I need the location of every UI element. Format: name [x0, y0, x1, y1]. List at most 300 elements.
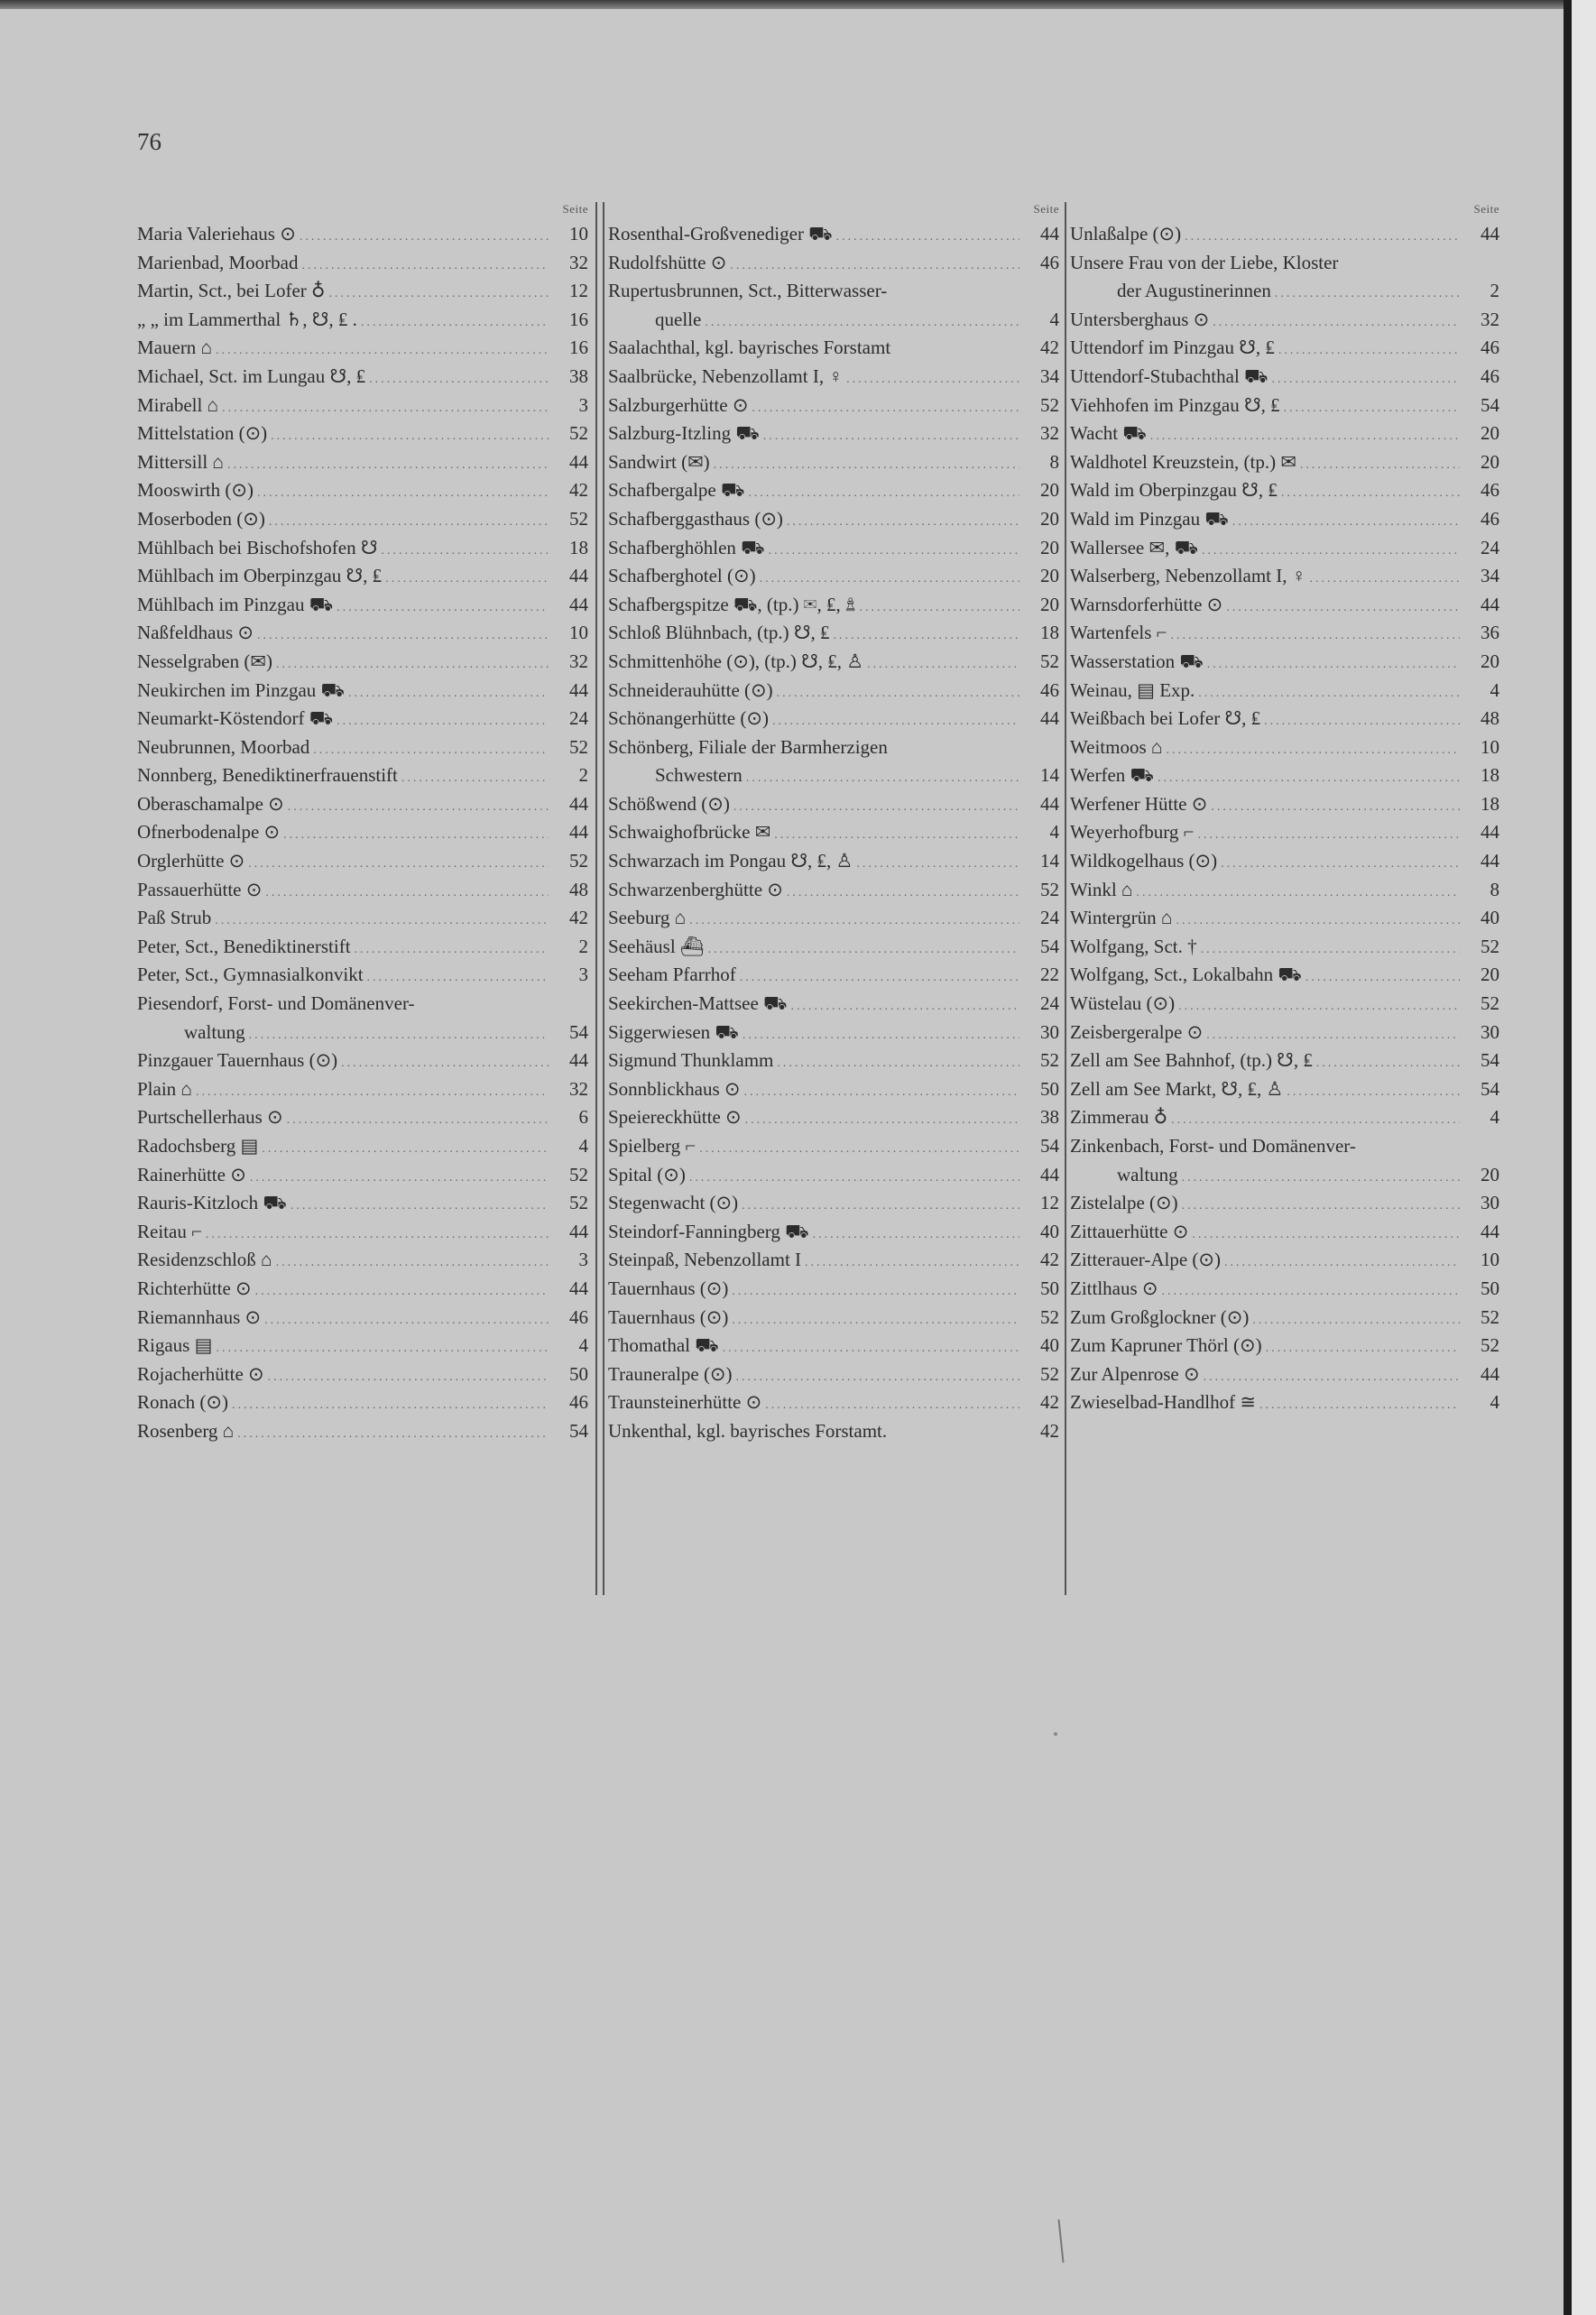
entry-page-number: 10: [569, 223, 588, 244]
dot-leader: [1185, 223, 1460, 252]
dot-leader: [1198, 679, 1460, 708]
dot-leader: [1201, 936, 1460, 964]
index-page: [0, 9, 1564, 2315]
dot-leader: [730, 252, 1019, 281]
index-entry: [1070, 1103, 1499, 1132]
index-entry: [1070, 476, 1499, 505]
dot-leader: [348, 679, 549, 708]
index-entry: [1070, 1019, 1499, 1047]
dot-leader: [1259, 1391, 1460, 1420]
dot-leader: [401, 764, 549, 793]
entry-name: Unkenthal, kgl. bayrisches Forstamt.: [608, 1419, 888, 1442]
entry-name: Werfen ⛟: [1070, 764, 1154, 787]
dot-leader: [1162, 1277, 1460, 1306]
entry-page-number: 44: [1481, 1220, 1499, 1242]
entry-name: Zitterauer-Alpe (⊙): [1070, 1249, 1222, 1271]
dot-leader: [227, 451, 549, 480]
entry-page-number: 18: [1481, 792, 1499, 815]
index-entry: [608, 562, 1059, 591]
entry-page-number: 40: [1481, 907, 1499, 929]
entry-name: Sigmund Thunklamm: [608, 1049, 774, 1072]
dot-leader: [1264, 707, 1460, 736]
dot-leader: [300, 223, 549, 252]
entry-name: Walserberg, Nebenzollamt I, ♀: [1070, 565, 1306, 587]
entry-name: Spital (⊙): [608, 1163, 686, 1185]
index-entry: [1070, 591, 1499, 620]
entry-list: [1070, 220, 1499, 1417]
index-entry: [1070, 648, 1499, 677]
entry-page-number: 42: [1040, 1391, 1059, 1414]
entry-page-number: 32: [1040, 422, 1059, 445]
dot-leader: [1287, 1078, 1460, 1107]
entry-name: Moserboden (⊙): [137, 507, 265, 530]
dot-leader: [813, 1221, 1019, 1250]
entry-page-number: 50: [1481, 1277, 1499, 1299]
entry-name: Weinau, ▤ Exp.: [1070, 678, 1195, 701]
index-entry: [1070, 220, 1499, 249]
entry-page-number: 20: [1481, 964, 1499, 986]
dot-leader: [287, 1106, 549, 1135]
entry-name: Stegenwacht (⊙): [608, 1192, 739, 1214]
entry-name: Nesselgraben (✉): [137, 650, 272, 672]
entry-page-number: 4: [578, 1135, 588, 1157]
entry-name: Maria Valeriehaus ⊙: [137, 223, 296, 244]
entry-name: Spielberg ⌐: [608, 1135, 697, 1157]
entry-name: Zwieselbad-Handlhof ≅: [1070, 1391, 1256, 1414]
entry-page-number: 18: [1481, 764, 1499, 787]
index-entry: [137, 249, 588, 278]
entry-page-number: 30: [1481, 1020, 1499, 1043]
dot-leader: [1281, 479, 1460, 508]
entry-name: Waldhotel Kreuzstein, (tp.) ✉: [1070, 450, 1296, 473]
entry-name: Schafbergspitze ⛟, (tp.) ✉, ₤, ♙: [608, 593, 856, 615]
entry-page-number: 52: [1040, 1362, 1059, 1385]
dot-leader: [772, 707, 1019, 736]
index-entry: [608, 1189, 1059, 1218]
entry-name: Trauneralpe (⊙): [608, 1362, 733, 1385]
scan-stroke: [1057, 2219, 1064, 2263]
dot-leader: [1137, 879, 1460, 908]
entry-page-number: 4: [1490, 1391, 1499, 1414]
dot-leader: [1204, 1363, 1460, 1392]
entry-name: Seehäusl ⛴: [608, 935, 705, 957]
index-entry: [1070, 1189, 1499, 1218]
index-entry: [608, 790, 1059, 819]
dot-leader: [250, 1164, 549, 1193]
index-entry: [608, 1047, 1059, 1075]
index-entry: [1070, 1332, 1499, 1360]
dot-leader: [1202, 537, 1460, 566]
index-entry: [137, 1332, 588, 1360]
entry-page-number: 2: [578, 935, 588, 957]
entry-page-number: 52: [569, 507, 588, 530]
dot-leader: [206, 1221, 549, 1250]
entry-name: Traunsteinerhütte ⊙: [608, 1391, 762, 1414]
entry-page-number: 46: [1481, 337, 1499, 359]
entry-page-number: 20: [1040, 507, 1059, 530]
dot-leader: [1182, 1192, 1460, 1221]
entry-page-number: 20: [1481, 650, 1499, 672]
dot-leader: [1176, 907, 1460, 936]
dot-leader: [787, 879, 1019, 908]
dot-leader: [367, 964, 549, 992]
entry-name: Speiereckhütte ⊙: [608, 1106, 742, 1129]
index-entry: [608, 1161, 1059, 1190]
index-entry: [608, 990, 1059, 1019]
entry-name: Rauris-Kitzloch ⛟: [137, 1192, 287, 1214]
dot-leader: [216, 1334, 549, 1363]
index-entry: [1070, 249, 1499, 278]
dot-leader: [1305, 964, 1460, 992]
entry-name: Zell am See Bahnhof, (tp.) ☋, ₤: [1070, 1049, 1313, 1072]
entry-page-number: 4: [578, 1334, 588, 1357]
entry-page-number: 44: [1481, 223, 1499, 244]
entry-page-number: 20: [1481, 1163, 1499, 1185]
entry-page-number: 18: [569, 536, 588, 558]
dot-leader: [769, 537, 1019, 566]
dot-leader: [723, 1334, 1019, 1363]
index-entry: [608, 733, 1059, 762]
entry-page-number: 44: [569, 821, 588, 844]
dot-leader: [269, 508, 549, 537]
entry-page-number: 52: [569, 735, 588, 758]
index-entry: [137, 1388, 588, 1417]
entry-page-number: 2: [578, 764, 588, 787]
entry-page-number: 46: [569, 1391, 588, 1414]
dot-leader: [1213, 309, 1460, 337]
index-entry: [608, 306, 1059, 335]
index-entry: [1070, 619, 1499, 648]
entry-name: Wildkogelhaus (⊙): [1070, 850, 1218, 872]
entry-name: Mirabell ⌂: [137, 393, 219, 416]
entry-page-number: 36: [1481, 622, 1499, 644]
entry-page-number: 48: [1481, 707, 1499, 730]
index-entry: [608, 220, 1059, 249]
dot-leader: [361, 309, 549, 337]
dot-leader: [765, 1391, 1019, 1420]
entry-name: Mauern ⌂: [137, 337, 213, 359]
entry-name: Richterhütte ⊙: [137, 1277, 252, 1299]
scan-speck: [1054, 1732, 1057, 1736]
entry-page-number: 44: [569, 1277, 588, 1299]
entry-page-number: 50: [1040, 1077, 1059, 1100]
dot-leader: [385, 565, 549, 594]
entry-page-number: 4: [1490, 1106, 1499, 1129]
entry-name: Uttendorf-Stubachthal ⛟: [1070, 364, 1268, 387]
entry-name: Rupertusbrunnen, Sct., Bitterwasser-: [608, 280, 888, 302]
entry-name: Zeisbergeralpe ⊙: [1070, 1020, 1204, 1043]
entry-page-number: 46: [1481, 507, 1499, 530]
entry-name: Schafberggasthaus (⊙): [608, 507, 783, 530]
dot-leader: [283, 821, 549, 850]
entry-page-number: 52: [1481, 992, 1499, 1015]
entry-name: Schwestern: [655, 764, 743, 787]
index-entry: [1070, 1304, 1499, 1333]
index-entry: [1070, 790, 1499, 819]
entry-name: Schneiderauhütte (⊙): [608, 678, 773, 701]
dot-leader: [763, 422, 1019, 451]
entry-name: Saalbrücke, Nebenzollamt I, ♀: [608, 364, 844, 387]
entry-name: Tauernhaus (⊙): [608, 1277, 729, 1299]
dot-leader: [248, 850, 549, 879]
index-entry: [608, 1332, 1059, 1360]
dot-leader: [276, 1249, 549, 1277]
entry-name: Zistelalpe (⊙): [1070, 1192, 1178, 1214]
dot-leader: [369, 365, 549, 394]
entry-page-number: 44: [1481, 1362, 1499, 1385]
dot-leader: [732, 1306, 1019, 1335]
entry-name: Thomathal ⛟: [608, 1334, 719, 1357]
index-entry: [137, 677, 588, 706]
dot-leader: [777, 1049, 1019, 1078]
entry-name: Neukirchen im Pinzgau ⛟: [137, 678, 345, 701]
entry-page-number: 20: [1481, 450, 1499, 473]
column-header-seite: Seite: [1033, 202, 1059, 216]
index-entry: [1070, 448, 1499, 477]
entry-name: Purtschellerhaus ⊙: [137, 1106, 283, 1129]
entry-name: Schönangerhütte (⊙): [608, 707, 769, 730]
entry-name: Wüstelau (⊙): [1070, 992, 1176, 1015]
index-entry: [608, 847, 1059, 876]
dot-leader: [1197, 821, 1460, 850]
index-entry: [137, 847, 588, 876]
dot-leader: [760, 565, 1019, 594]
dot-leader: [1182, 1164, 1460, 1193]
entry-name: Neumarkt-Köstendorf ⛟: [137, 707, 334, 730]
dot-leader: [805, 1249, 1019, 1277]
dot-leader: [1221, 850, 1460, 879]
dot-leader: [255, 1277, 549, 1306]
entry-page-number: 44: [1040, 792, 1059, 815]
index-entry: [137, 705, 588, 733]
entry-page-number: 30: [1481, 1192, 1499, 1214]
index-entry: [608, 904, 1059, 933]
dot-leader: [1232, 508, 1460, 537]
entry-page-number: 24: [569, 707, 588, 730]
entry-page-number: 52: [1040, 650, 1059, 672]
entry-name: Mühlbach im Oberpinzgau ☋, ₤: [137, 565, 383, 587]
column-header-seite: Seite: [562, 202, 588, 216]
entry-name: Zittlhaus ⊙: [1070, 1277, 1158, 1299]
entry-page-number: 48: [569, 878, 588, 900]
dot-leader: [257, 622, 549, 650]
entry-page-number: 46: [1040, 678, 1059, 701]
dot-leader: [1171, 622, 1460, 650]
index-entry: [608, 591, 1059, 620]
entry-list: [137, 220, 588, 1446]
index-entry: [137, 1304, 588, 1333]
index-column-3: [1065, 202, 1499, 1595]
entry-name: Salzburgerhütte ⊙: [608, 393, 749, 416]
index-entry: [1070, 1218, 1499, 1247]
entry-name: Schafbergalpe ⛟: [608, 479, 745, 502]
entry-page-number: 8: [1049, 450, 1059, 473]
index-entry: [608, 876, 1059, 905]
entry-page-number: 20: [1481, 422, 1499, 445]
entry-page-number: 4: [1049, 308, 1059, 330]
index-entry: [137, 1103, 588, 1132]
entry-page-number: 54: [1040, 935, 1059, 957]
dot-leader: [268, 1363, 549, 1392]
entry-page-number: 4: [1490, 678, 1499, 701]
entry-name: Radochsberg ▤: [137, 1135, 259, 1157]
index-entry: [608, 1103, 1059, 1132]
dot-leader: [257, 479, 549, 508]
entry-page-number: 54: [1040, 1135, 1059, 1157]
entry-name: Wolfgang, Sct. †: [1070, 935, 1197, 957]
entry-name: Untersberghaus ⊙: [1070, 308, 1210, 330]
entry-name: quelle: [655, 308, 702, 330]
index-entry: [137, 648, 588, 677]
entry-name: Neubrunnen, Moorbad: [137, 735, 310, 758]
dot-leader: [1192, 1221, 1460, 1250]
index-entry: [137, 591, 588, 620]
entry-page-number: 50: [1040, 1277, 1059, 1299]
entry-page-number: 44: [569, 678, 588, 701]
index-entry: [1070, 534, 1499, 563]
entry-name: Steindorf-Fanningberg ⛟: [608, 1220, 809, 1242]
dot-leader: [1178, 992, 1460, 1021]
entry-name: Steinpaß, Nebenzollamt I: [608, 1249, 802, 1271]
entry-name: Sandwirt (✉): [608, 450, 710, 473]
dot-leader: [752, 394, 1019, 423]
entry-page-number: 12: [569, 280, 588, 302]
entry-page-number: 44: [1481, 593, 1499, 615]
dot-leader: [222, 394, 549, 423]
index-entry: [137, 306, 588, 335]
entry-page-number: 20: [1040, 479, 1059, 502]
entry-name: Schmittenhöhe (⊙), (tp.) ☋, ₤, ♙: [608, 650, 864, 672]
entry-name: Piesendorf, Forst- und Domänenver-: [137, 992, 415, 1015]
entry-page-number: 22: [1040, 964, 1059, 986]
entry-name: Naßfeldhaus ⊙: [137, 622, 254, 644]
dot-leader: [790, 992, 1019, 1021]
entry-page-number: 52: [569, 1163, 588, 1185]
index-entry: [608, 677, 1059, 706]
entry-page-number: 2: [1490, 280, 1499, 302]
index-entry: [137, 277, 588, 306]
entry-page-number: 52: [569, 422, 588, 445]
entry-name: waltung: [184, 1020, 245, 1043]
index-entry: [608, 1388, 1059, 1417]
index-entry: [608, 818, 1059, 847]
dot-leader: [1284, 394, 1460, 423]
entry-page-number: 54: [569, 1419, 588, 1442]
index-entry: [608, 448, 1059, 477]
index-entry: [1070, 1161, 1499, 1190]
index-entry: [1070, 505, 1499, 534]
entry-page-number: 14: [1040, 850, 1059, 872]
entry-page-number: 42: [1040, 337, 1059, 359]
entry-name: Rigaus ▤: [137, 1334, 213, 1357]
entry-page-number: 38: [1040, 1106, 1059, 1129]
entry-page-number: 30: [1040, 1020, 1059, 1043]
entry-page-number: 44: [569, 1049, 588, 1072]
entry-name: Reitau ⌐: [137, 1220, 202, 1242]
entry-name: Orglerhütte ⊙: [137, 850, 245, 872]
entry-name: Wolfgang, Sct., Lokalbahn ⛟: [1070, 964, 1302, 986]
dot-leader: [1171, 1106, 1460, 1135]
dot-leader: [744, 1078, 1019, 1107]
dot-leader: [834, 622, 1019, 650]
index-entry: [1070, 705, 1499, 733]
entry-page-number: 46: [1040, 251, 1059, 273]
entry-page-number: 44: [1040, 223, 1059, 244]
entry-page-number: 44: [569, 565, 588, 587]
entry-page-number: 52: [1481, 1334, 1499, 1357]
index-entry: [608, 1417, 1059, 1446]
entry-name: Uttendorf im Pinzgau ☋, ₤: [1070, 337, 1275, 359]
entry-name: Mittersill ⌂: [137, 450, 225, 473]
dot-leader: [1275, 280, 1460, 309]
entry-name: Rainerhütte ⊙: [137, 1163, 246, 1185]
index-entry: [1070, 392, 1499, 420]
scan-border-top: [0, 0, 1596, 9]
entry-page-number: 52: [1040, 393, 1059, 416]
entry-name: Wartenfels ⌐: [1070, 622, 1167, 644]
entry-name: Riemannhaus ⊙: [137, 1305, 262, 1328]
index-entry: [137, 761, 588, 790]
entry-name: Marienbad, Moorbad: [137, 251, 299, 273]
entry-page-number: 44: [1481, 850, 1499, 872]
index-entry: [608, 1275, 1059, 1304]
index-entry: [608, 1132, 1059, 1161]
dot-leader: [313, 736, 549, 765]
entry-name: Tauernhaus (⊙): [608, 1305, 729, 1328]
entry-name: Michael, Sct. im Lungau ☋, ₤: [137, 364, 366, 387]
index-entry: [608, 363, 1059, 392]
entry-page-number: 52: [1040, 878, 1059, 900]
entry-page-number: 50: [569, 1362, 588, 1385]
entry-page-number: 52: [1481, 935, 1499, 957]
index-entry: [1070, 677, 1499, 706]
entry-name: Saalachthal, kgl. bayrisches Forstamt: [608, 337, 891, 359]
index-entry: [1070, 990, 1499, 1019]
index-entry: [1070, 1388, 1499, 1417]
dot-leader: [867, 650, 1019, 679]
dot-leader: [1167, 736, 1461, 765]
index-entry: [608, 505, 1059, 534]
entry-page-number: 44: [569, 1220, 588, 1242]
entry-page-number: 44: [569, 593, 588, 615]
dot-leader: [355, 936, 549, 964]
dot-leader: [249, 1021, 549, 1050]
entry-name: Unsere Frau von der Liebe, Kloster: [1070, 251, 1339, 273]
entry-page-number: 40: [1040, 1220, 1059, 1242]
entry-name: Ofnerbodenalpe ⊙: [137, 821, 281, 844]
index-entry: [137, 448, 588, 477]
dot-leader: [382, 537, 549, 566]
index-entry: [1070, 1360, 1499, 1389]
index-entry: [137, 1417, 588, 1446]
entry-page-number: 3: [578, 964, 588, 986]
dot-leader: [1266, 1334, 1460, 1363]
index-entry: [608, 1019, 1059, 1047]
index-column-1: [137, 202, 597, 1595]
index-entry: [137, 1218, 588, 1247]
dot-leader: [276, 650, 549, 679]
entry-name: Sonnblickhaus ⊙: [608, 1077, 741, 1100]
dot-leader: [733, 793, 1019, 822]
entry-name: Peter, Sct., Benediktinerstift: [137, 935, 351, 957]
entry-name: Werfener Hütte ⊙: [1070, 792, 1208, 815]
entry-name: Passauerhütte ⊙: [137, 878, 263, 900]
dot-leader: [1207, 650, 1460, 679]
entry-page-number: 46: [569, 1305, 588, 1328]
index-entry: [608, 961, 1059, 990]
entry-page-number: 8: [1490, 878, 1499, 900]
dot-leader: [237, 1420, 549, 1449]
